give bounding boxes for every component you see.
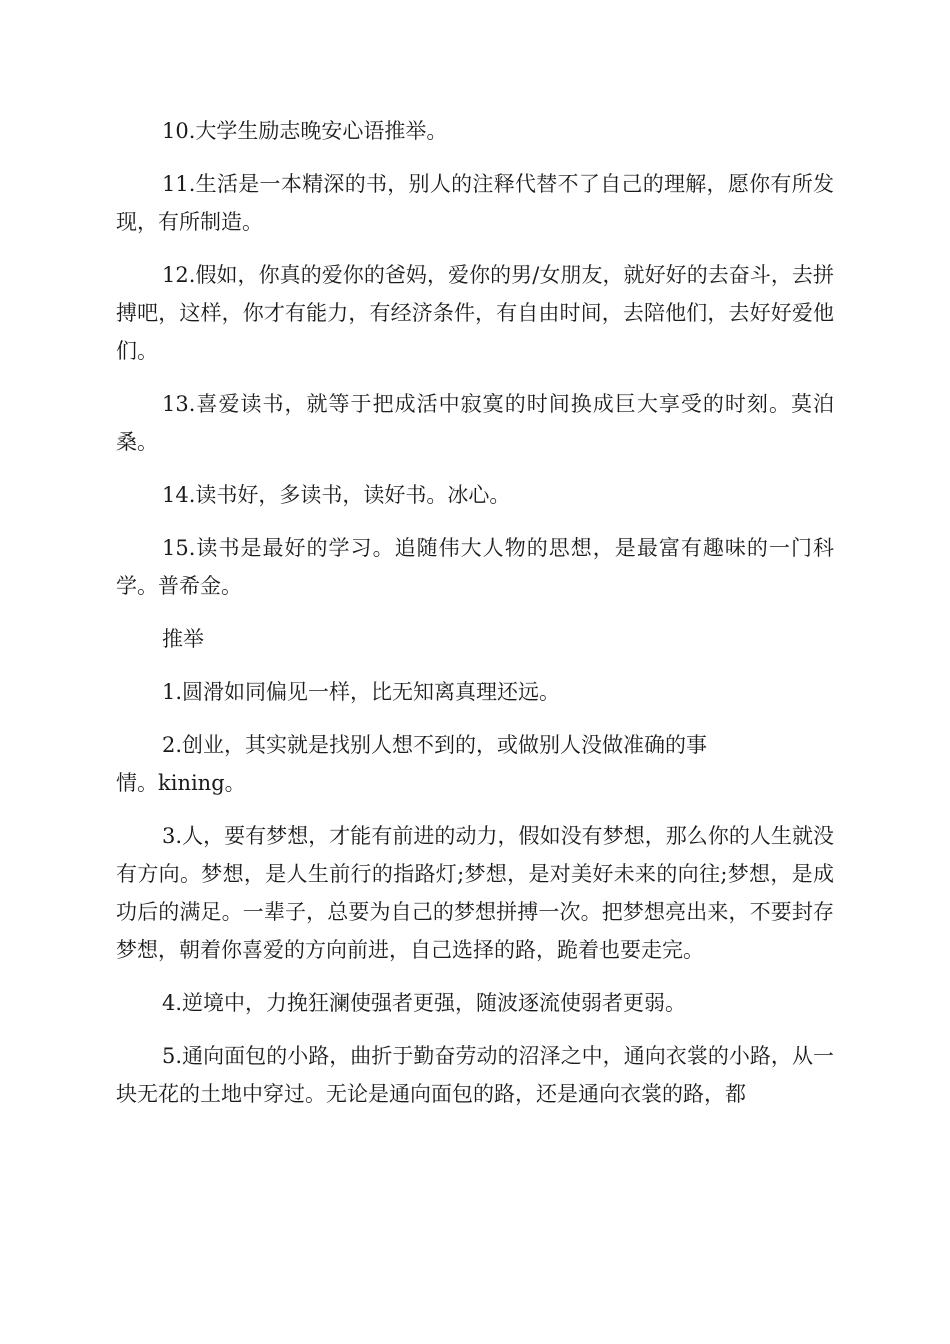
paragraph-3: 3.人，要有梦想，才能有前进的动力，假如没有梦想，那么你的人生就没有方向。梦想，是人生前行的指路灯;梦想，是对美好未来的向往;梦想，是成功后的满足。一辈子，总要为自己的梦想拼搏一次。把梦想亮出来，不要封存梦想，朝着你喜爱的方向前进，自己选择的路，跪着也要走完。: [116, 824, 834, 962]
paragraph-4: 4.逆境中，力挽狂澜使强者更强，随波逐流使弱者更弱。: [162, 991, 687, 1015]
paragraph-12: 12.假如，你真的爱你的爸妈，爱你的男/女朋友，就好好的去奋斗，去拼搏吧，这样，你才有能力，有经济条件，有自由时间，去陪他们，去好好爱他们。: [116, 263, 834, 363]
section-heading: 推举: [162, 627, 204, 651]
paragraph-2: 2.创业，其实就是找别人想不到的，或做别人没做准确的事 情。kining。: [116, 733, 708, 795]
paragraph-10: 10.大学生励志晚安心语推举。: [162, 119, 448, 143]
paragraph-13: 13.喜爱读书，就等于把成活中寂寞的时间换成巨大享受的时刻。莫泊桑。: [116, 392, 834, 454]
document-body: [116, 112, 834, 1128]
paragraph-14: 14.读书好，多读书，读好书。冰心。: [162, 483, 511, 507]
paragraph-15: 15.读书是最好的学习。追随伟大人物的思想，是最富有趣味的一门科学。普希金。: [116, 536, 834, 598]
paragraph-1: 1.圆滑如同偏见一样，比无知离真理还远。: [162, 680, 561, 704]
paragraph-5: 5.通向面包的小路，曲折于勤奋劳动的沼泽之中，通向衣裳的小路，从一块无花的土地中穿过。无论是通向面包的路，还是通向衣裳的路，都: [116, 1044, 834, 1106]
paragraph-11: 11.生活是一本精深的书，别人的注释代替不了自己的理解，愿你有所发现，有所制造。: [116, 172, 834, 234]
